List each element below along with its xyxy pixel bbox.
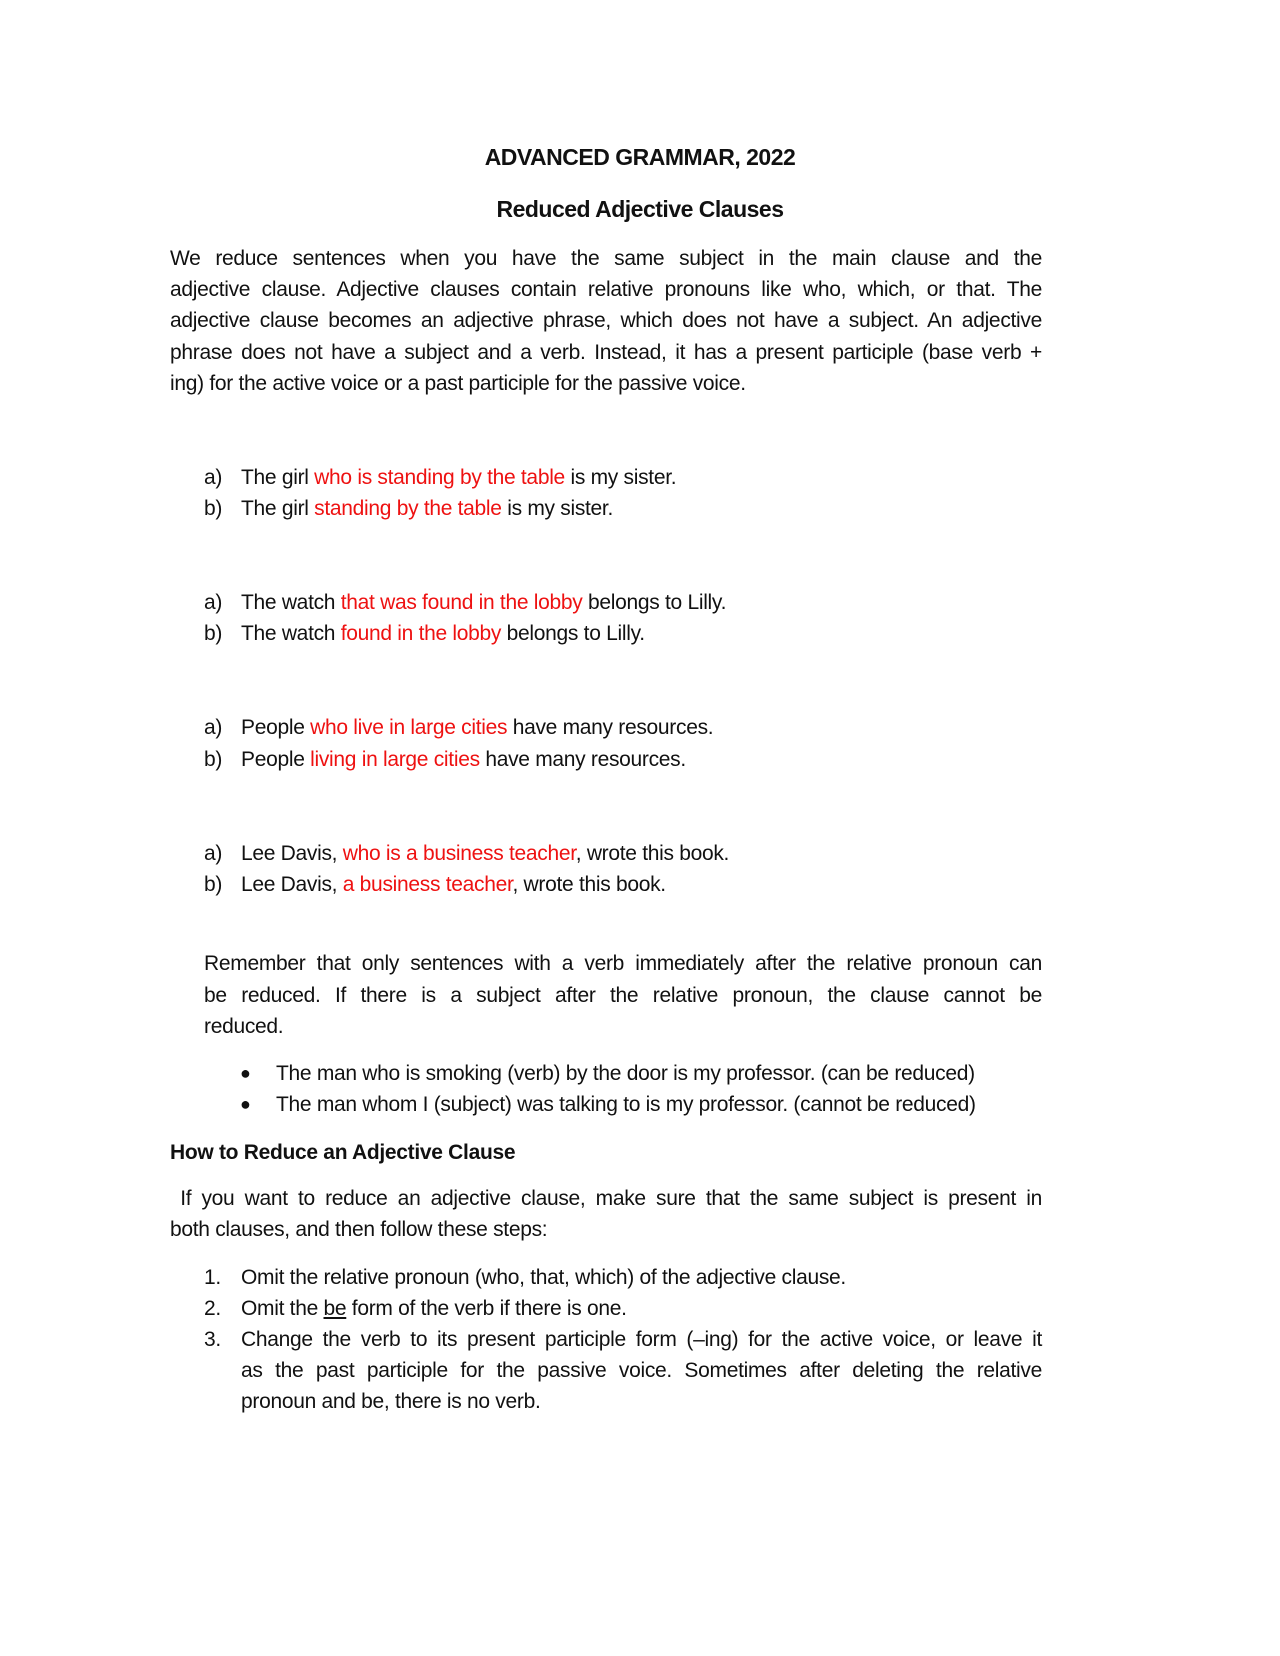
sentence-text: The watch [241,591,341,614]
remember-line: reduced. [204,1015,284,1038]
sentence-text: The girl [241,466,315,489]
sentence-text: The watch [241,622,341,645]
sentence-text: belongs to Lilly. [501,622,645,645]
sentence-text: Lee Davis, [241,842,343,865]
sentence-text: belongs to Lilly. [582,591,727,614]
adjective-phrase-highlight: standing by the table [314,497,502,520]
remember-line: be reduced. If there is a subject after the relative pronoun, the clause cannot be [204,984,1042,1007]
step-number: 2. [204,1297,221,1320]
sentence-text: People [241,716,311,739]
step-text-line: as the past participle for the passive voice. Sometimes after deleting the relative [241,1359,1042,1382]
section-heading: How to Reduce an Adjective Clause [170,1141,516,1164]
step-text: form of the verb if there is one. [346,1297,627,1320]
sentence-text: , wrote this book. [575,842,730,865]
step-number: 3. [204,1328,221,1351]
step-text: Omit the relative pronoun (who, that, which) of the adjective clause. [241,1266,846,1289]
adjective-clause-highlight: that was found in the lobby [340,591,583,614]
adjective-phrase-highlight: found in the lobby [340,622,502,645]
list-marker: b) [204,497,223,520]
list-marker: b) [204,873,223,896]
intro-line: We reduce sentences when you have the same subject in the main clause and the [170,247,1042,270]
list-marker: a) [204,466,223,489]
adjective-clause-highlight: who is standing by the table [314,466,565,489]
bullet-text: The man who is smoking (verb) by the door is my professor. (can be reduced) [276,1062,975,1085]
list-marker: a) [204,591,223,614]
bullet-icon: ● [240,1063,251,1083]
adjective-clause-highlight: who live in large cities [310,716,508,739]
step-number: 1. [204,1266,221,1289]
sentence-text: Lee Davis, [241,873,343,896]
how-to-intro-line: both clauses, and then follow these steps: [170,1218,548,1241]
document-subtitle: Reduced Adjective Clauses [496,196,784,222]
step-text-line: pronoun and be, there is no verb. [241,1390,541,1413]
sentence-text: The girl [241,497,315,520]
how-to-intro-line: If you want to reduce an adjective clause, make sure that the same subject is present in [170,1187,1042,1210]
bullet-icon: ● [240,1094,251,1114]
step-text: Omit the [241,1297,324,1320]
step-text-line: Change the verb to its present participle form (–ing) for the active voice, or leave it [241,1328,1042,1351]
intro-line: ing) for the active voice or a past participle for the passive voice. [170,372,746,395]
remember-line: Remember that only sentences with a verb immediately after the relative pronoun can [204,952,1042,975]
list-marker: b) [204,748,223,771]
bullet-text: The man whom I (subject) was talking to is my professor. (cannot be reduced) [276,1093,976,1116]
document-title: ADVANCED GRAMMAR, 2022 [484,144,796,170]
sentence-text: is my sister. [501,497,613,520]
intro-line: phrase does not have a subject and a verb. Instead, it has a present participle (base verb + [170,341,1042,364]
underlined-word: be [323,1297,347,1320]
sentence-text: , wrote this book. [512,873,666,896]
list-marker: a) [204,842,223,865]
adjective-phrase-highlight: a business teacher [342,873,513,896]
sentence-text: is my sister. [564,466,677,489]
sentence-text: have many resources. [507,716,714,739]
adjective-clause-highlight: who is a business teacher [342,842,576,865]
sentence-text: have many resources. [479,748,686,771]
sentence-text: People [241,748,311,771]
list-marker: a) [204,716,223,739]
intro-line: adjective clause becomes an adjective phrase, which does not have a subject. An adjective [170,309,1042,332]
list-marker: b) [204,622,223,645]
intro-line: adjective clause. Adjective clauses contain relative pronouns like who, which, or that. The [170,278,1042,301]
adjective-phrase-highlight: living in large cities [310,748,480,771]
